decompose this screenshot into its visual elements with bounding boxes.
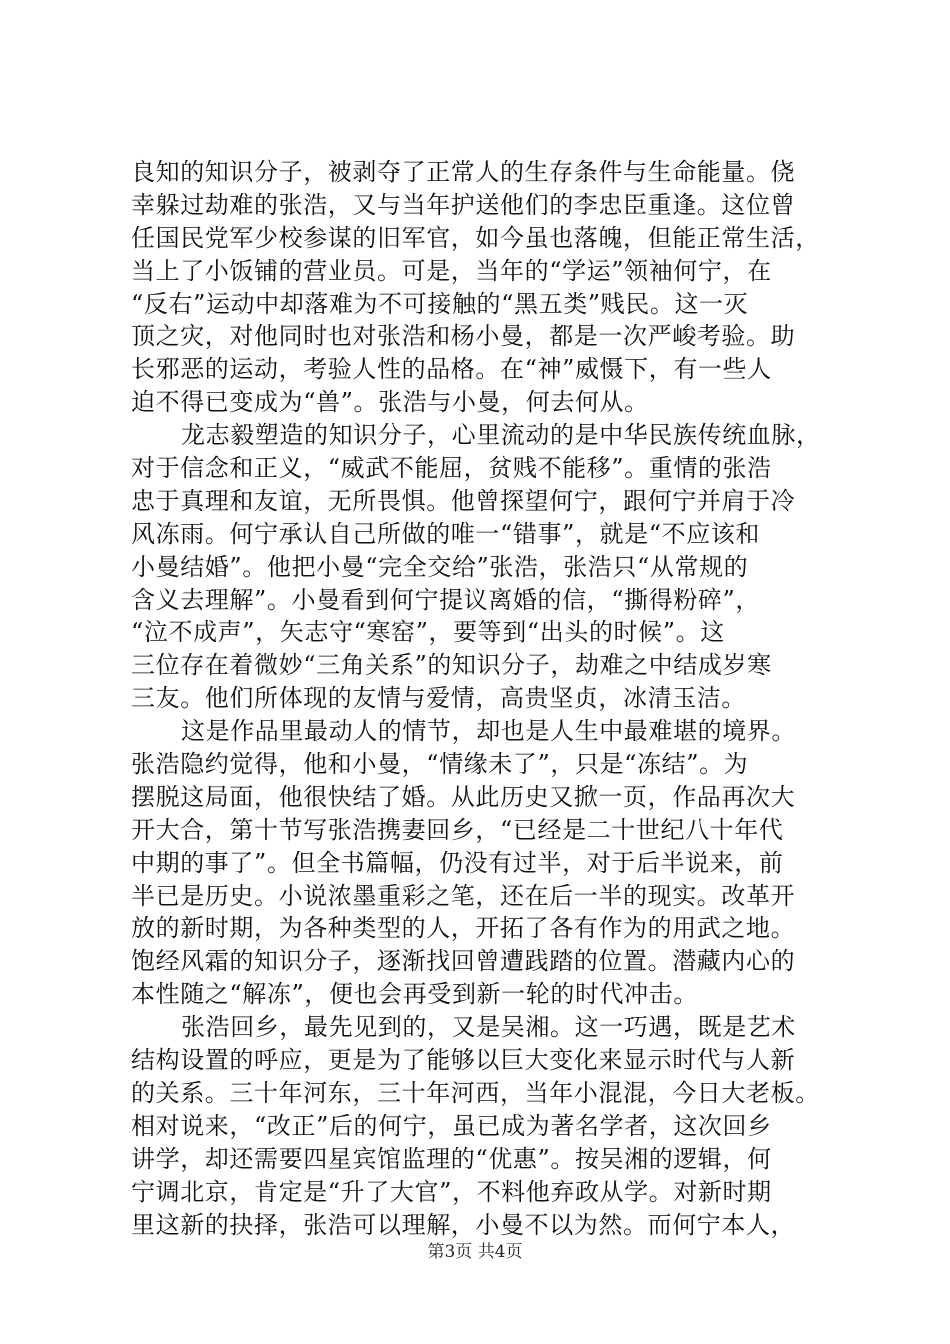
text-line: 风冻雨。何宁承认自己所做的唯一“错事”，就是“不应该和 [131,519,761,548]
text-line: “反右”运动中却落难为不可接触的“黑五类”贱民。这一灭 [131,289,749,318]
text-line: “泣不成声”，矢志守“寒窑”，要等到“出头的时候”。这 [131,618,725,647]
text-line: 半已是历史。小说浓墨重彩之笔，还在后一半的现实。改革开 [131,881,796,910]
text-line: 里这新的抉择，张浩可以理解，小曼不以为然。而何宁本人， [131,1210,796,1239]
text-line: 张浩回乡，最先见到的，又是吴湘。这一巧遇，既是艺术 [181,1013,796,1042]
text-line: 迫不得已变成为“兽”。张浩与小曼，何去何从。 [131,388,649,417]
text-line: 小曼结婚”。他把小曼“完全交给”张浩，张浩只“从常规的 [131,552,749,581]
text-line: 任国民党军少校参谋的旧军官，如今虽也落魄，但能正常生活， [131,223,820,252]
text-line: 三位存在着微妙“三角关系”的知识分子，劫难之中结成岁寒 [131,651,772,680]
text-line: 放的新时期，为各种类型的人，开拓了各有作为的用武之地。 [131,914,796,943]
text-line: 这是作品里最动人的情节，却也是人生中最难堪的境界。 [181,717,796,746]
text-line: 良知的知识分子，被剥夺了正常人的生存条件与生命能量。侥 [131,158,796,186]
text-line: 长邪恶的运动，考验人性的品格。在“神”威慑下，有一些人 [131,355,772,384]
text-line: 顶之灾，对他同时也对张浩和杨小曼，都是一次严峻考验。助 [131,322,796,351]
page-number-footer: 第3页 共4页 [427,1242,523,1262]
text-line: 开大合，第十节写张浩携妻回乡，“已经是二十世纪八十年代 [131,815,784,844]
body-text [131,156,831,1241]
text-line: 中期的事了”。但全书篇幅，仍没有过半，对于后半说来，前 [131,848,784,877]
text-line: 含义去理解”。小曼看到何宁提议离婚的信，“撕得粉碎”， [131,585,761,614]
text-line: 摆脱这局面，他很快结了婚。从此历史又掀一页，作品再次大 [131,782,796,811]
text-line: 饱经风霜的知识分子，逐渐找回曾遭践踏的位置。潜藏内心的 [131,947,796,976]
text-line: 当上了小饭铺的营业员。可是，当年的“学运”领袖何宁，在 [131,256,772,285]
text-line: 讲学，却还需要四星宾馆监理的“优惠”。按吴湘的逻辑，何 [131,1144,772,1173]
text-line: 的关系。三十年河东，三十年河西，当年小混混，今日大老板。 [131,1078,820,1107]
text-line: 相对说来，“改正”后的何宁，虽已成为著名学者，这次回乡 [131,1111,772,1140]
text-line: 结构设置的呼应，更是为了能够以巨大变化来显示时代与人新 [131,1046,796,1075]
text-line: 三友。他们所体现的友情与爱情，高贵坚贞，冰清玉洁。 [131,684,746,713]
text-line: 张浩隐约觉得，他和小曼，“情缘未了”，只是“冻结”。为 [131,750,749,779]
text-line: 龙志毅塑造的知识分子，心里流动的是中华民族传统血脉， [181,421,821,450]
text-line: 幸躲过劫难的张浩，又与当年护送他们的李忠臣重逢。这位曾 [131,190,796,219]
text-line: 本性随之“解冻”，便也会再受到新一轮的时代冲击。 [131,980,698,1009]
text-line: 忠于真理和友谊，无所畏惧。他曾探望何宁，跟何宁并肩于冷 [131,486,796,515]
text-line: 对于信念和正义，“威武不能屈，贫贱不能移”。重情的张浩 [131,454,772,483]
text-line: 宁调北京，肯定是“升了大官”，不料他弃政从学。对新时期 [131,1177,772,1206]
